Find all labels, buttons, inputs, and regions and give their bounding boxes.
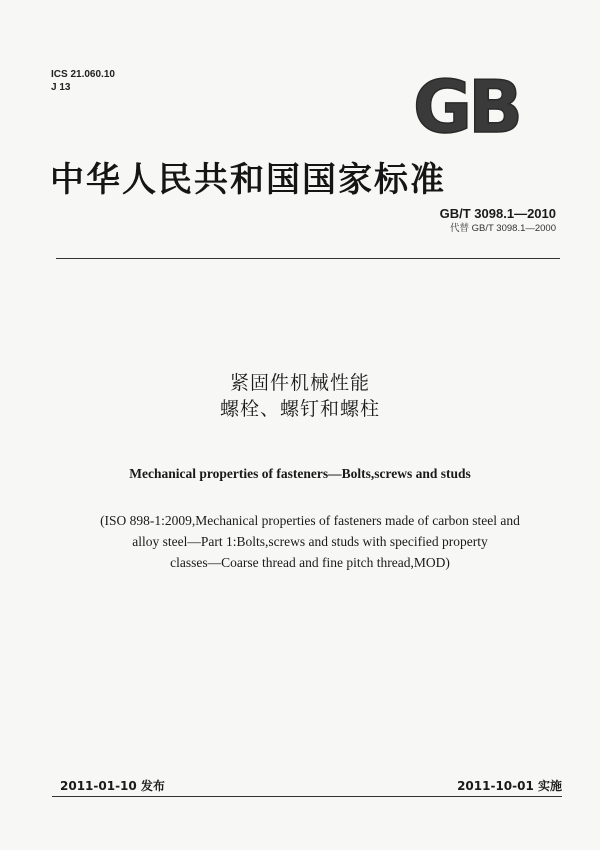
chinese-title: [0, 370, 600, 422]
ccs-code: J 13: [51, 82, 71, 93]
iso-reference-line-3: classes—Coarse thread and fine pitch thread,MOD): [170, 555, 450, 570]
english-title: Mechanical properties of fasteners—Bolts,screws and studs: [129, 466, 471, 481]
issue-date: 2011-01-10 发布: [60, 779, 165, 793]
ics-code: ICS 21.060.10: [51, 69, 115, 80]
replaces-standard: 代替 GB/T 3098.1—2000: [450, 223, 556, 234]
iso-reference-line-1: (ISO 898-1:2009,Mechanical properties of fasteners made of carbon steel and: [100, 513, 520, 528]
chinese-title-line-1: 紧固件机械性能: [229, 372, 370, 394]
iso-reference: [50, 510, 570, 573]
country-standard-title: 中华人民共和国国家标准: [50, 160, 446, 200]
gb-logo-text: GB: [413, 72, 519, 140]
chinese-title-line-2: 螺栓、螺钉和螺柱: [219, 398, 380, 420]
standard-number: GB/T 3098.1—2010: [439, 206, 556, 221]
standard-number-block: [440, 206, 556, 235]
footer-divider: [52, 796, 562, 797]
classification-codes: [51, 68, 115, 94]
implementation-date: 2011-10-01 实施: [457, 779, 562, 793]
header-divider: [56, 258, 560, 259]
iso-reference-line-2: alloy steel—Part 1:Bolts,screws and studs with specified property: [132, 534, 488, 549]
gb-logo: [404, 72, 528, 140]
